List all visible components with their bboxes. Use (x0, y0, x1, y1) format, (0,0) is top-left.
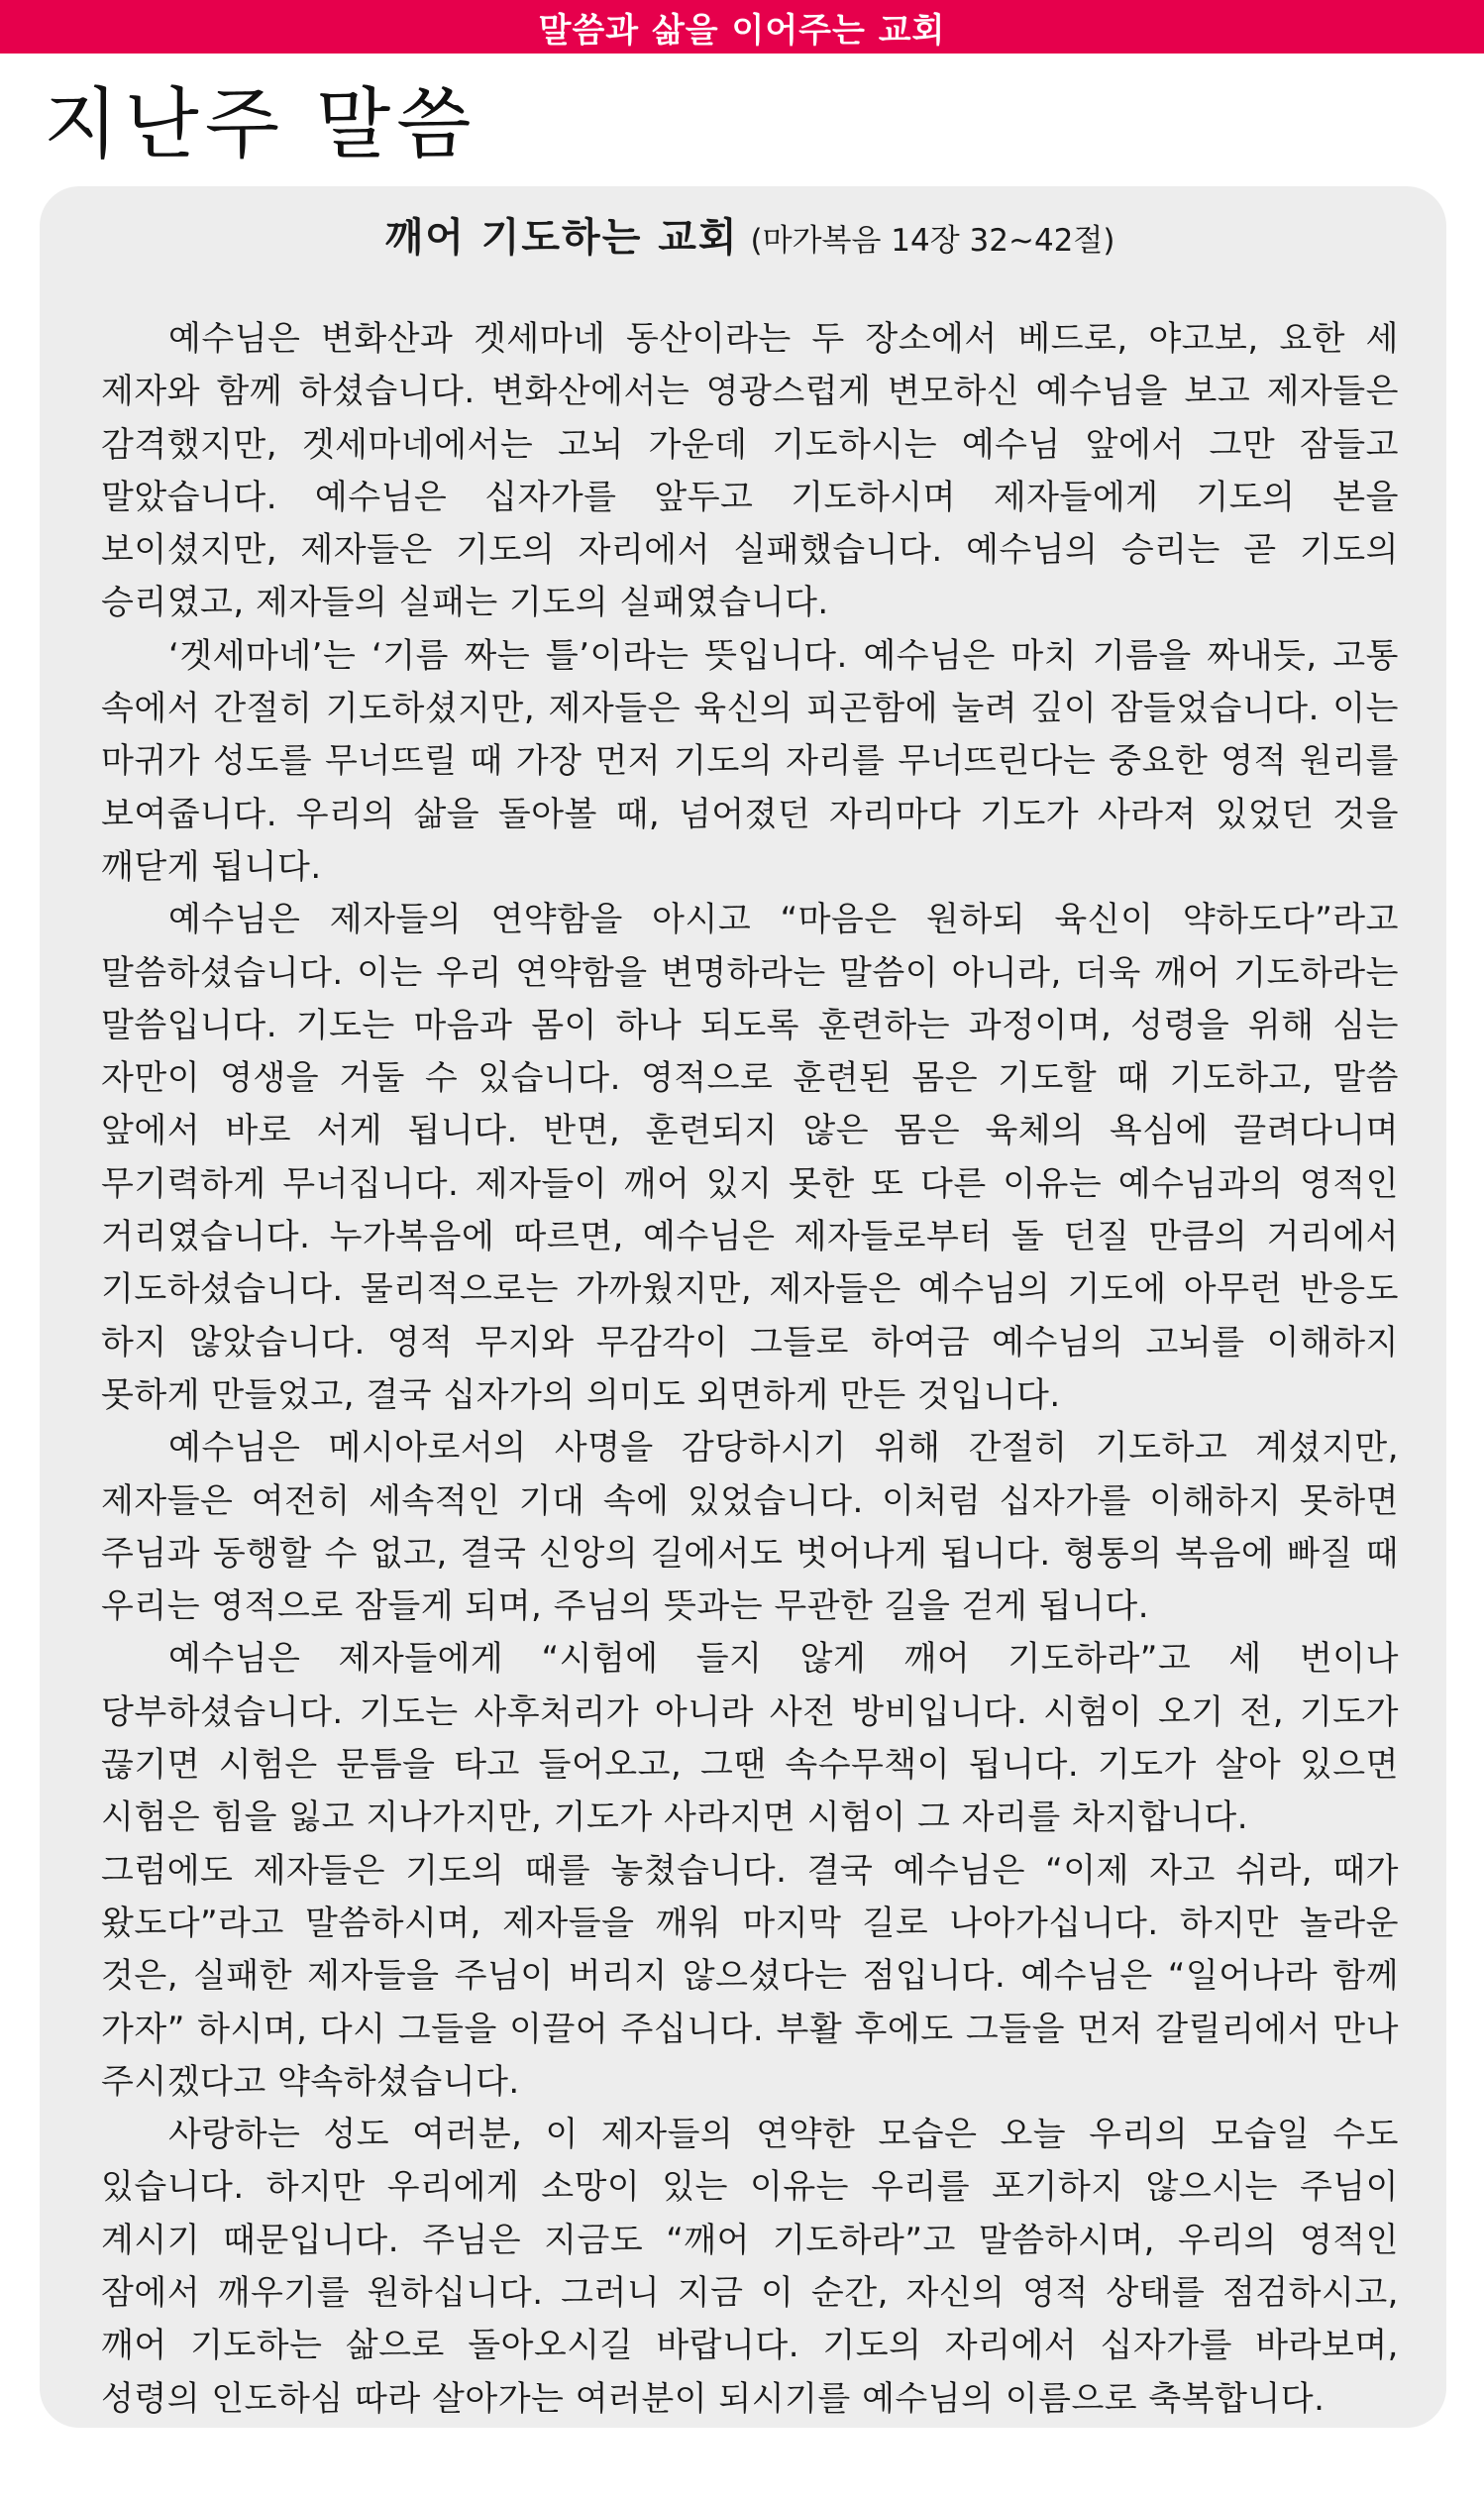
sermon-title: 깨어 기도하는 교회 (384, 215, 739, 261)
banner-text: 말씀과 삶을 이어주는 교회 (538, 10, 946, 51)
sermon-heading (101, 210, 1399, 273)
sermon-paragraph: ‘겟세마네’는 ‘기름 짜는 틀’이라는 뜻입니다. 예수님은 마치 기름을 짜내듯, 고통 속에서 간절히 기도하셨지만, 제자들은 육신의 피곤함에 눌려 깊이 잠들었습니다. 이는 마귀가 성도를 무너뜨릴 때 가장 먼저 기도의 자리를 무너뜨린다는 중요한 영적 원리를 보여줍니다. 우리의 삶을 돌아볼 때, 넘어졌던 자리마다 기도가 사라져 있었던 것을 깨닫게 됩니다. (101, 635, 1399, 887)
scripture-reference: (마가복음 14장 32~42절) (750, 223, 1115, 259)
sermon-paragraph: 그럼에도 제자들은 기도의 때를 놓쳤습니다. 결국 예수님은 “이제 자고 쉬라, 때가 왔도다”라고 말씀하시며, 제자들을 깨워 마지막 길로 나아가십니다. 하지만 놀라운 것은, 실패한 제자들을 주님이 버리지 않으셨다는 점입니다. 예수님은 “일어나라 함께 가자” 하시며, 다시 그들을 이끌어 주십니다. 부활 후에도 그들을 먼저 갈릴리에서 만나 주시겠다고 약속하셨습니다. (101, 1850, 1399, 2102)
sermon-paragraph: 예수님은 제자들의 연약함을 아시고 “마음은 원하되 육신이 약하도다”라고 말씀하셨습니다. 이는 우리 연약함을 변명하라는 말씀이 아니라, 더욱 깨어 기도하라는 말씀입니다. 기도는 마음과 몸이 하나 되도록 훈련하는 과정이며, 성령을 위해 심는 자만이 영생을 거둘 수 있습니다. 영적으로 훈련된 몸은 기도할 때 기도하고, 말씀 앞에서 바로 서게 됩니다. 반면, 훈련되지 않은 몸은 육체의 욕심에 끌려다니며 무기력하게 무너집니다. 제자들이 깨어 있지 못한 또 다른 이유는 예수님과의 영적인 거리였습니다. 누가복음에 따르면, 예수님은 제자들로부터 돌 던질 만큼의 거리에서 기도하셨습니다. 물리적으로는 가까웠지만, 제자들은 예수님의 기도에 아무런 반응도 하지 않았습니다. 영적 무지와 무감각이 그들로 하여금 예수님의 고뇌를 이해하지 못하게 만들었고, 결국 십자가의 의미도 외면하게 만든 것입니다. (101, 900, 1399, 1415)
sermon-body (101, 313, 1399, 2426)
sermon-paragraph: 예수님은 변화산과 겟세마네 동산이라는 두 장소에서 베드로, 야고보, 요한 세 제자와 함께 하셨습니다. 변화산에서는 영광스럽게 변모하신 예수님을 보고 제자들은 감격했지만, 겟세마네에서는 고뇌 가운데 기도하시는 예수님 앞에서 그만 잠들고 말았습니다. 예수님은 십자가를 앞두고 기도하시며 제자들에게 기도의 본을 보이셨지만, 제자들은 기도의 자리에서 실패했습니다. 예수님의 승리는 곧 기도의 승리였고, 제자들의 실패는 기도의 실패였습니다. (101, 319, 1399, 623)
sermon-paragraph: 예수님은 메시아로서의 사명을 감당하시기 위해 간절히 기도하고 계셨지만, 제자들은 여전히 세속적인 기대 속에 있었습니다. 이처럼 십자가를 이해하지 못하면 주님과 동행할 수 없고, 결국 신앙의 길에서도 벗어나게 됩니다. 형통의 복음에 빠질 때 우리는 영적으로 잠들게 되며, 주님의 뜻과는 무관한 길을 걷게 됩니다. (101, 1428, 1399, 1627)
page-title: 지난주 말씀 (44, 80, 477, 169)
sermon-card (40, 186, 1446, 2428)
sermon-paragraph: 예수님은 제자들에게 “시험에 들지 않게 깨어 기도하라”고 세 번이나 당부하셨습니다. 기도는 사후처리가 아니라 사전 방비입니다. 시험이 오기 전, 기도가 끊기면 시험은 문틈을 타고 들어오고, 그땐 속수무책이 됩니다. 기도가 살아 있으면 시험은 힘을 잃고 지나가지만, 기도가 사라지면 시험이 그 자리를 차지합니다. (101, 1639, 1399, 1838)
header-banner (0, 0, 1484, 54)
sermon-paragraph: 사랑하는 성도 여러분, 이 제자들의 연약한 모습은 오늘 우리의 모습일 수도 있습니다. 하지만 우리에게 소망이 있는 이유는 우리를 포기하지 않으시는 주님이 계시기 때문입니다. 주님은 지금도 “깨어 기도하라”고 말씀하시며, 우리의 영적인 잠에서 깨우기를 원하십니다. 그러니 지금 이 순간, 자신의 영적 상태를 점검하시고, 깨어 기도하는 삶으로 돌아오시길 바랍니다. 기도의 자리에서 십자가를 바라보며, 성령의 인도하심 따라 살아가는 여러분이 되시기를 예수님의 이름으로 축복합니다. (101, 2115, 1399, 2419)
